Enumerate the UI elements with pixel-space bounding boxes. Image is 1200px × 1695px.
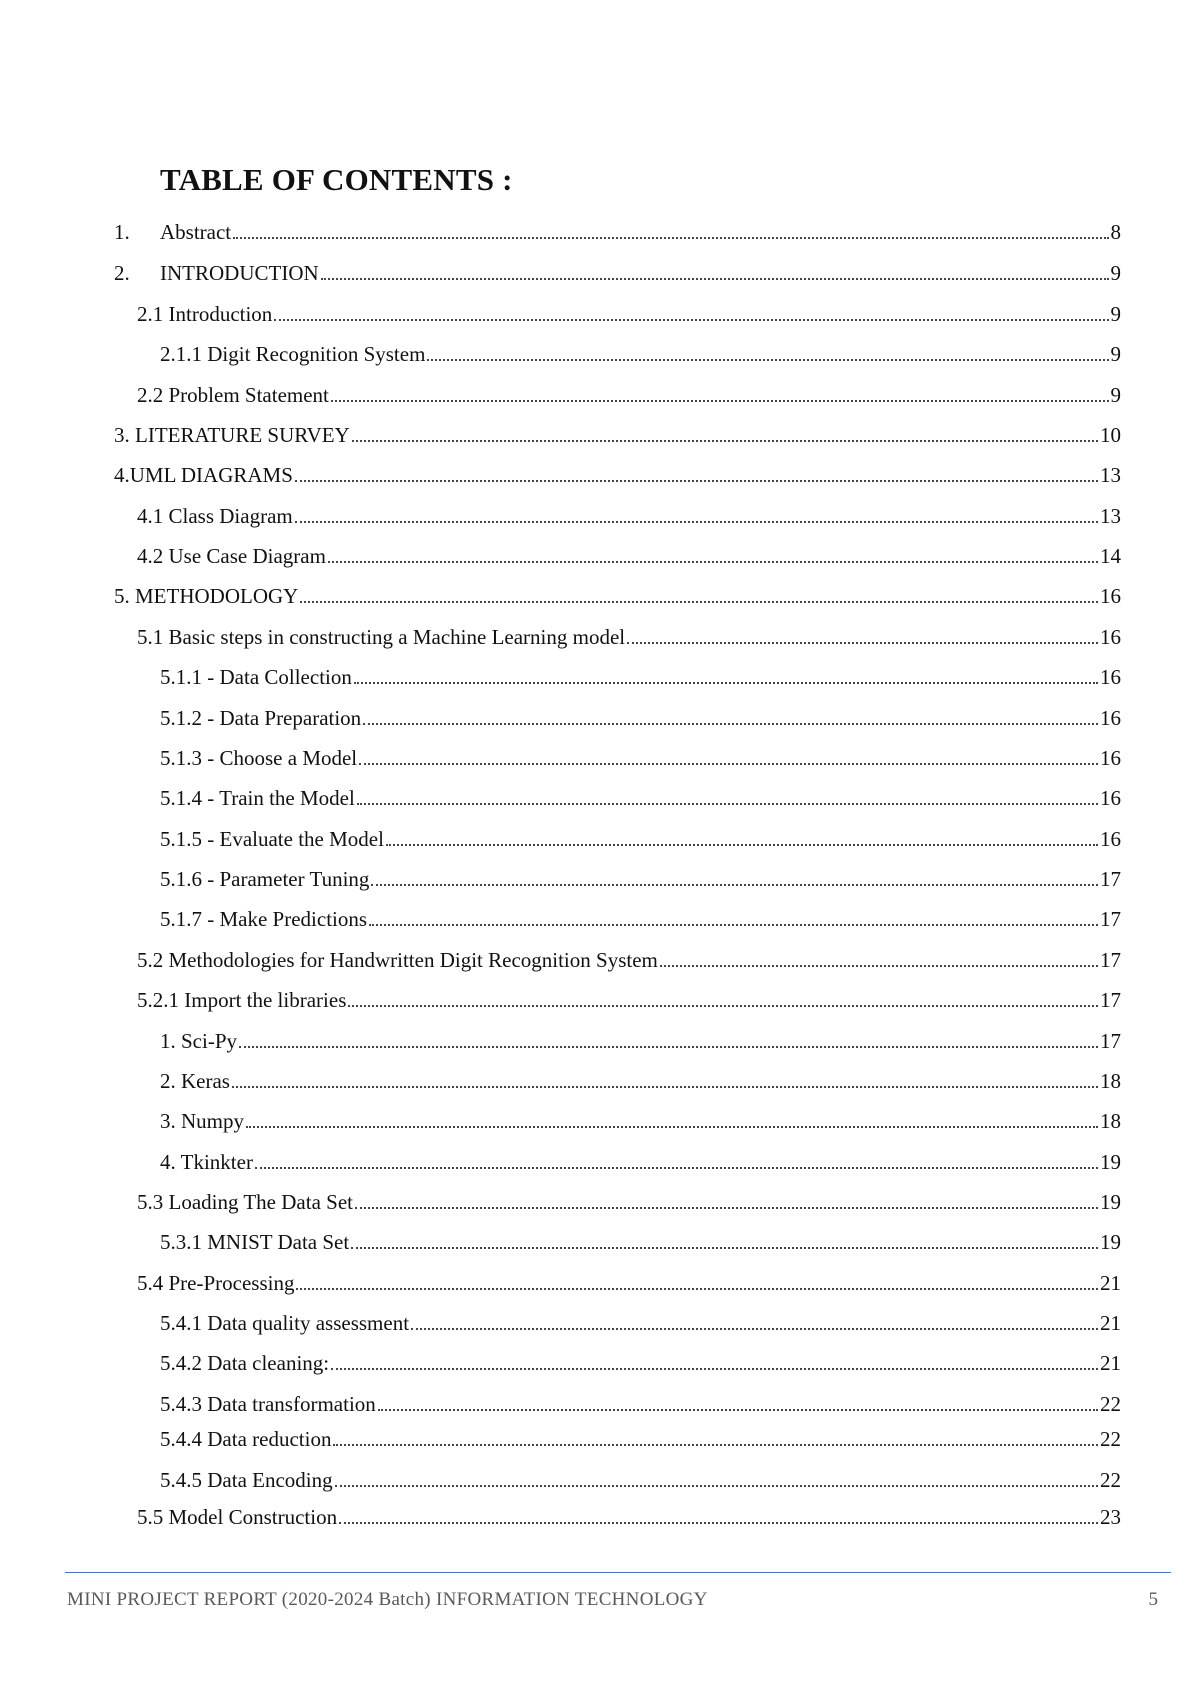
toc-entry[interactable]	[137, 382, 1121, 408]
toc-dot-leader	[321, 278, 1109, 280]
toc-entry-page: 16	[1100, 706, 1121, 730]
toc-entry-title: 5.1.2 - Data Preparation	[160, 706, 362, 730]
toc-entry-page: 14	[1100, 544, 1121, 568]
footer-report-title: MINI PROJECT REPORT (2020-2024 Batch) INFORMATION TECHNOLOGY	[67, 1589, 708, 1610]
toc-entry[interactable]	[160, 1426, 1121, 1452]
toc-entry-page: 22	[1100, 1427, 1121, 1451]
toc-entry[interactable]	[114, 462, 1121, 488]
toc-entry-title: 5.1.3 - Choose a Model	[160, 746, 358, 770]
toc-entry-page: 16	[1100, 584, 1121, 608]
toc-entry[interactable]	[114, 422, 1121, 448]
toc-entry[interactable]	[160, 1310, 1121, 1336]
toc-entry[interactable]	[137, 503, 1121, 529]
toc-entry-page: 17	[1100, 988, 1121, 1012]
toc-dot-leader	[351, 1247, 1098, 1249]
toc-entry-page: 17	[1100, 867, 1121, 891]
toc-entry-title: 5.2 Methodologies for Handwritten Digit Recognition System	[137, 948, 658, 972]
toc-entry-page: 8	[1110, 220, 1121, 244]
toc-entry-title: 5.4.4 Data reduction	[160, 1427, 332, 1451]
toc-entry[interactable]	[160, 1149, 1121, 1175]
toc-entry-page: 21	[1100, 1271, 1121, 1295]
toc-entry-title: 5.1.1 - Data Collection	[160, 665, 352, 689]
toc-entry-title: 5.5 Model Construction	[137, 1505, 338, 1529]
toc-dot-leader	[627, 642, 1098, 644]
toc-dot-leader	[355, 1207, 1098, 1209]
toc-entry-title: 2.2 Problem Statement	[137, 383, 329, 407]
toc-entry-title: 2.1 Introduction	[137, 302, 273, 326]
toc-entry-page: 13	[1100, 504, 1121, 528]
toc-entry[interactable]	[160, 866, 1121, 892]
toc-entry-title: 5.3 Loading The Data Set	[137, 1190, 353, 1214]
toc-entry[interactable]	[160, 1028, 1121, 1054]
toc-entry-page: 16	[1100, 746, 1121, 770]
toc-entry-page: 17	[1100, 1029, 1121, 1053]
toc-entry[interactable]	[160, 341, 1121, 367]
toc-entry-page: 22	[1100, 1392, 1121, 1416]
toc-entry-page: 9	[1110, 342, 1121, 366]
toc-dot-leader	[296, 1288, 1098, 1290]
toc-entry-title: 2.1.1 Digit Recognition System	[160, 342, 426, 366]
toc-entry-page: 10	[1100, 423, 1121, 447]
toc-entry-title: 4. Tkinkter	[160, 1150, 253, 1174]
toc-entry[interactable]	[160, 785, 1121, 811]
toc-entry-title: 4.2 Use Case Diagram	[137, 544, 326, 568]
toc-entry-title: 5.4 Pre-Processing	[137, 1271, 295, 1295]
toc-entry-page: 13	[1100, 463, 1121, 487]
toc-heading: TABLE OF CONTENTS :	[160, 162, 513, 197]
toc-entry[interactable]	[160, 1391, 1121, 1417]
toc-dot-leader	[359, 763, 1098, 765]
toc-entry[interactable]	[137, 1189, 1121, 1215]
toc-entry[interactable]	[160, 1068, 1121, 1094]
toc-entry-page: 19	[1100, 1230, 1121, 1254]
toc-entry-title: INTRODUCTION	[160, 261, 319, 285]
toc-entry[interactable]	[160, 705, 1121, 731]
toc-dot-leader	[295, 480, 1098, 482]
toc-dot-leader	[333, 1444, 1098, 1446]
toc-dot-leader	[255, 1167, 1098, 1169]
toc-entry-title: 3. Numpy	[160, 1109, 244, 1133]
toc-entry-title: 5. METHODOLOGY	[114, 584, 299, 608]
toc-entry[interactable]	[137, 543, 1121, 569]
toc-entry-title: 5.1.7 - Make Predictions	[160, 907, 368, 931]
toc-dot-leader	[363, 723, 1098, 725]
toc-entry-page: 18	[1100, 1069, 1121, 1093]
toc-dot-leader	[357, 803, 1098, 805]
toc-dot-leader	[371, 884, 1098, 886]
toc-dot-leader	[369, 924, 1098, 926]
toc-entry-page: 16	[1100, 827, 1121, 851]
toc-entry-title: 5.1.5 - Evaluate the Model	[160, 827, 384, 851]
toc-dot-leader	[378, 1409, 1098, 1411]
toc-dot-leader	[232, 1086, 1098, 1088]
toc-entry-page: 19	[1100, 1150, 1121, 1174]
toc-entry-title: Abstract	[160, 220, 232, 244]
toc-entry-page: 21	[1100, 1311, 1121, 1335]
toc-entry[interactable]	[114, 260, 1121, 286]
toc-entry-number: 2.	[114, 261, 130, 285]
toc-entry-page: 9	[1110, 383, 1121, 407]
toc-dot-leader	[295, 521, 1098, 523]
toc-entry[interactable]	[160, 745, 1121, 771]
toc-entry-page: 21	[1100, 1351, 1121, 1375]
toc-entry-title: 2. Keras	[160, 1069, 230, 1093]
toc-dot-leader	[274, 319, 1108, 321]
footer-page-number: 5	[1148, 1589, 1158, 1610]
toc-dot-leader	[233, 237, 1108, 239]
toc-entry-page: 17	[1100, 907, 1121, 931]
toc-entry-title: 5.4.1 Data quality assessment	[160, 1311, 410, 1335]
toc-dot-leader	[348, 1005, 1098, 1007]
toc-entry-title: 4.1 Class Diagram	[137, 504, 293, 528]
toc-dot-leader	[239, 1046, 1098, 1048]
toc-entry[interactable]	[160, 1229, 1121, 1255]
toc-entry[interactable]	[114, 219, 1121, 245]
toc-entry-title: 5.3.1 MNIST Data Set	[160, 1230, 350, 1254]
toc-dot-leader	[411, 1328, 1098, 1330]
toc-entry-title: 5.1.6 - Parameter Tuning	[160, 867, 370, 891]
toc-entry-title: 5.1.4 - Train the Model	[160, 786, 355, 810]
toc-entry[interactable]	[137, 987, 1121, 1013]
toc-entry-title: 5.1 Basic steps in constructing a Machine Learning model	[137, 625, 626, 649]
toc-entry[interactable]	[160, 664, 1121, 690]
toc-entry-title: 5.4.3 Data transformation	[160, 1392, 376, 1416]
toc-entry[interactable]	[160, 906, 1121, 932]
footer-divider	[65, 1572, 1171, 1573]
toc-entry-page: 16	[1100, 786, 1121, 810]
toc-entry[interactable]	[160, 1350, 1121, 1376]
toc-entry-page: 19	[1100, 1190, 1121, 1214]
toc-dot-leader	[300, 601, 1098, 603]
toc-entry-page: 22	[1100, 1468, 1121, 1492]
toc-entry[interactable]	[137, 301, 1121, 327]
toc-entry[interactable]	[160, 1467, 1121, 1493]
toc-entry-title: 4.UML DIAGRAMS	[114, 463, 293, 487]
toc-entry-page: 16	[1100, 625, 1121, 649]
toc-entry[interactable]	[160, 1108, 1121, 1134]
toc-dot-leader	[246, 1126, 1098, 1128]
toc-entry[interactable]	[114, 583, 1121, 609]
toc-dot-leader	[331, 400, 1109, 402]
toc-entry-title: 1. Sci-Py	[160, 1029, 238, 1053]
toc-dot-leader	[386, 844, 1098, 846]
toc-entry-page: 17	[1100, 948, 1121, 972]
toc-dot-leader	[427, 359, 1108, 361]
toc-dot-leader	[660, 965, 1098, 967]
toc-entry-page: 18	[1100, 1109, 1121, 1133]
toc-entry-title: 5.4.5 Data Encoding	[160, 1468, 333, 1492]
toc-entry[interactable]	[137, 947, 1121, 973]
toc-entry[interactable]	[160, 826, 1121, 852]
toc-entry-page: 9	[1110, 261, 1121, 285]
toc-entry[interactable]	[137, 624, 1121, 650]
toc-dot-leader	[335, 1485, 1098, 1487]
toc-entry-title: 3. LITERATURE SURVEY	[114, 423, 350, 447]
toc-entry[interactable]	[137, 1270, 1121, 1296]
toc-entry-page: 16	[1100, 665, 1121, 689]
toc-entry[interactable]	[137, 1504, 1121, 1530]
toc-dot-leader	[354, 682, 1098, 684]
toc-entry-title: 5.2.1 Import the libraries	[137, 988, 347, 1012]
toc-dot-leader	[331, 1368, 1098, 1370]
toc-dot-leader	[339, 1522, 1098, 1524]
toc-dot-leader	[328, 561, 1098, 563]
toc-entry-title: 5.4.2 Data cleaning:	[160, 1351, 330, 1375]
toc-dot-leader	[352, 440, 1098, 442]
toc-entry-page: 23	[1100, 1505, 1121, 1529]
toc-entry-number: 1.	[114, 220, 130, 244]
toc-entry-page: 9	[1110, 302, 1121, 326]
